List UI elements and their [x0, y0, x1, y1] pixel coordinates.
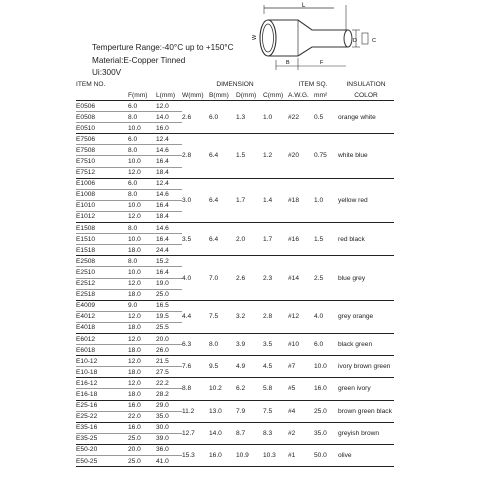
mm2-cell: 35.0 — [314, 429, 327, 437]
item-no-cell: E10-12 — [76, 357, 98, 365]
table-row — [76, 134, 394, 145]
mm2-cell: 2.5 — [314, 274, 324, 282]
awg-cell: #20 — [288, 152, 300, 160]
l-cell: 15.2 — [156, 257, 169, 265]
dim-label-c: C — [372, 38, 376, 44]
mm2-cell: 6.0 — [314, 341, 324, 349]
c-cell: 2.8 — [263, 313, 273, 321]
l-cell: 16.4 — [156, 158, 169, 166]
dim-label-f: F — [320, 60, 324, 66]
f-cell: 12.0 — [128, 280, 141, 288]
color-cell: orange white — [338, 113, 376, 121]
mm2-cell: 4.0 — [314, 313, 324, 321]
w-cell: 4.4 — [182, 313, 192, 321]
header-mm2: mm² — [314, 91, 328, 99]
f-cell: 10.0 — [128, 235, 141, 243]
c-cell: 2.3 — [263, 274, 273, 282]
header-w: W(mm) — [182, 91, 204, 99]
c-cell: 4.5 — [263, 363, 273, 371]
f-cell: 8.0 — [128, 257, 138, 265]
item-no-cell: E16-18 — [76, 390, 98, 398]
color-cell: blue grey — [338, 274, 366, 282]
w-cell: 6.3 — [182, 341, 192, 349]
b-cell: 14.0 — [209, 429, 222, 437]
table-row — [76, 400, 394, 411]
dim-label-w: W — [252, 34, 258, 40]
d-cell: 4.9 — [236, 363, 246, 371]
c-cell: 10.3 — [263, 452, 276, 459]
d-cell: 1.3 — [236, 113, 246, 121]
mm2-cell: 10.0 — [314, 363, 327, 371]
l-cell: 12.4 — [156, 180, 169, 188]
l-cell: 26.0 — [156, 346, 169, 354]
b-cell: 9.5 — [209, 363, 219, 371]
d-cell: 10.9 — [236, 452, 249, 459]
awg-cell: #12 — [288, 313, 300, 321]
c-cell: 5.8 — [263, 385, 273, 393]
item-no-cell: E7512 — [76, 169, 96, 177]
table-row — [76, 378, 394, 389]
l-cell: 39.0 — [156, 435, 169, 443]
l-cell: 35.0 — [156, 413, 169, 421]
voltage-rating: Ui:300V — [92, 68, 122, 77]
mm2-cell: 1.5 — [314, 235, 324, 243]
l-cell: 28.2 — [156, 390, 169, 398]
f-cell: 9.0 — [128, 302, 138, 310]
l-cell: 18.4 — [156, 169, 169, 177]
color-cell: yellow red — [338, 196, 368, 204]
awg-cell: #14 — [288, 274, 300, 282]
color-cell: olive — [338, 452, 352, 459]
item-no-cell: E0510 — [76, 124, 96, 132]
w-cell: 8.8 — [182, 385, 192, 393]
l-cell: 20.0 — [156, 335, 169, 343]
l-cell: 19.5 — [156, 313, 169, 321]
color-cell: greyish brown — [338, 429, 380, 437]
f-cell: 10.0 — [128, 202, 141, 210]
f-cell: 12.0 — [128, 213, 141, 221]
w-cell: 11.2 — [182, 407, 195, 415]
l-cell: 24.4 — [156, 246, 169, 254]
f-cell: 12.0 — [128, 357, 141, 365]
item-no-cell: E1518 — [76, 246, 96, 254]
l-cell: 14.0 — [156, 113, 169, 121]
f-cell: 6.0 — [128, 102, 138, 110]
item-no-cell: E1508 — [76, 224, 96, 232]
awg-cell: #4 — [288, 407, 296, 415]
color-cell: green ivory — [338, 385, 371, 393]
l-cell: 25.5 — [156, 324, 169, 332]
b-cell: 13.0 — [209, 407, 222, 415]
header-color: COLOR — [354, 91, 378, 99]
d-cell: 1.5 — [236, 152, 246, 160]
mm2-cell: 1.0 — [314, 196, 324, 204]
f-cell: 16.0 — [128, 402, 141, 410]
awg-cell: #16 — [288, 235, 300, 243]
l-cell: 14.6 — [156, 191, 169, 199]
l-cell: 12.0 — [156, 102, 169, 110]
item-no-cell: E35-16 — [76, 424, 98, 432]
f-cell: 8.0 — [128, 224, 138, 232]
l-cell: 18.4 — [156, 213, 169, 221]
f-cell: 25.0 — [128, 435, 141, 443]
item-no-cell: E4012 — [76, 313, 96, 321]
item-no-cell: E7510 — [76, 158, 96, 166]
f-cell: 10.0 — [128, 124, 141, 132]
d-cell: 2.0 — [236, 235, 246, 243]
b-cell: 6.4 — [209, 196, 219, 204]
d-cell: 7.9 — [236, 407, 246, 415]
dim-label-d: D — [353, 38, 357, 44]
mm2-cell: 0.5 — [314, 113, 324, 121]
header-awg: A.W.G. — [288, 91, 309, 99]
table-row — [76, 223, 394, 234]
header-f: F(mm) — [128, 91, 148, 99]
item-no-cell: E1010 — [76, 202, 96, 210]
f-cell: 20.0 — [128, 446, 141, 454]
mm2-cell: 16.0 — [314, 385, 327, 393]
b-cell: 6.4 — [209, 152, 219, 160]
table-row — [76, 256, 394, 267]
awg-cell: #7 — [288, 363, 296, 371]
d-cell: 3.2 — [236, 313, 246, 321]
f-cell: 18.0 — [128, 368, 141, 376]
w-cell: 2.6 — [182, 113, 192, 121]
color-cell: black green — [338, 341, 373, 349]
header-insulation: INSULATION — [346, 80, 386, 88]
item-no-cell: E25-22 — [76, 413, 98, 421]
l-cell: 19.0 — [156, 280, 169, 288]
awg-cell: #18 — [288, 196, 300, 204]
f-cell: 8.0 — [128, 113, 138, 121]
table-row — [76, 101, 394, 112]
material: Material:E-Copper Tinned — [92, 55, 186, 65]
table-row — [76, 178, 394, 189]
mm2-cell: 0.75 — [314, 152, 327, 160]
l-cell: 25.0 — [156, 291, 169, 299]
color-cell: brown green black — [338, 407, 392, 415]
w-cell: 2.8 — [182, 152, 192, 160]
item-no-cell: E2508 — [76, 257, 96, 265]
f-cell: 22.0 — [128, 413, 141, 421]
f-cell: 8.0 — [128, 146, 138, 154]
f-cell: 18.0 — [128, 390, 141, 398]
item-no-cell: E10-18 — [76, 368, 98, 376]
ferrule-spec-table — [76, 78, 394, 467]
w-cell: 3.0 — [182, 196, 192, 204]
item-no-cell: E0506 — [76, 102, 96, 110]
item-no-cell: E2518 — [76, 291, 96, 299]
l-cell: 16.4 — [156, 235, 169, 243]
item-no-cell: E4018 — [76, 324, 96, 332]
item-no-cell: E1510 — [76, 235, 96, 243]
f-cell: 6.0 — [128, 180, 138, 188]
l-cell: 16.4 — [156, 202, 169, 210]
c-cell: 8.3 — [263, 429, 273, 437]
c-cell: 1.7 — [263, 235, 273, 243]
c-cell: 7.5 — [263, 407, 273, 415]
c-cell: 3.5 — [263, 341, 273, 349]
l-cell: 27.5 — [156, 368, 169, 376]
spec-block — [92, 42, 234, 80]
d-cell: 8.7 — [236, 429, 246, 437]
l-cell: 16.5 — [156, 302, 169, 310]
w-cell: 3.5 — [182, 235, 192, 243]
b-cell: 6.4 — [209, 235, 219, 243]
table-row — [76, 356, 394, 367]
f-cell: 25.0 — [128, 457, 141, 465]
item-no-cell: E1012 — [76, 213, 96, 221]
c-cell: 1.2 — [263, 152, 273, 160]
l-cell: 16.0 — [156, 124, 169, 132]
b-cell: 7.5 — [209, 313, 219, 321]
color-cell: white blue — [338, 152, 368, 160]
l-cell: 21.5 — [156, 357, 169, 365]
table-row — [76, 300, 394, 311]
d-cell: 1.7 — [236, 196, 246, 204]
header-item-sq: ITEM SQ. — [298, 80, 328, 88]
w-cell: 7.6 — [182, 363, 192, 371]
f-cell: 10.0 — [128, 268, 141, 276]
item-no-cell: E35-25 — [76, 435, 98, 443]
table-row — [76, 444, 394, 455]
item-no-cell: E2510 — [76, 268, 96, 276]
f-cell: 18.0 — [128, 291, 141, 299]
l-cell: 29.0 — [156, 402, 169, 410]
f-cell: 12.0 — [128, 379, 141, 387]
f-cell: 6.0 — [128, 135, 138, 143]
table-row — [76, 422, 394, 433]
header-item-no: ITEM NO. — [76, 80, 106, 88]
header-b: B(mm) — [209, 91, 229, 99]
table-row — [76, 333, 394, 344]
f-cell: 18.0 — [128, 346, 141, 354]
l-cell: 36.0 — [156, 446, 169, 454]
b-cell: 16.0 — [209, 452, 222, 459]
d-cell: 3.9 — [236, 341, 246, 349]
b-cell: 6.0 — [209, 113, 219, 121]
temperature-range: Temperture Range:-40°C up to +150°C — [92, 43, 234, 52]
awg-cell: #2 — [288, 429, 296, 437]
l-cell: 22.2 — [156, 379, 169, 387]
w-cell: 15.3 — [182, 452, 195, 459]
header-dimension: DIMENSION — [216, 80, 254, 88]
f-cell: 10.0 — [128, 158, 141, 166]
mm2-cell: 25.0 — [314, 407, 327, 415]
awg-cell: #1 — [288, 452, 296, 459]
f-cell: 18.0 — [128, 324, 141, 332]
dim-label-l: L — [302, 3, 306, 9]
item-no-cell: E1006 — [76, 180, 96, 188]
w-cell: 4.0 — [182, 274, 192, 282]
f-cell: 12.0 — [128, 313, 141, 321]
f-cell: 18.0 — [128, 246, 141, 254]
collar-body — [268, 20, 348, 56]
l-cell: 14.6 — [156, 224, 169, 232]
f-cell: 16.0 — [128, 424, 141, 432]
item-no-cell: E16-12 — [76, 379, 98, 387]
f-cell: 8.0 — [128, 191, 138, 199]
d-cell: 6.2 — [236, 385, 246, 393]
w-cell: 12.7 — [182, 429, 195, 437]
item-no-cell: E2512 — [76, 280, 96, 288]
header-l: L(mm) — [156, 91, 176, 99]
item-no-cell: E6018 — [76, 346, 96, 354]
color-cell: ivory brown green — [338, 363, 391, 371]
b-cell: 7.0 — [209, 274, 219, 282]
item-no-cell: E0508 — [76, 113, 96, 121]
l-cell: 16.4 — [156, 268, 169, 276]
item-no-cell: E50-20 — [76, 446, 98, 454]
f-cell: 12.0 — [128, 335, 141, 343]
b-cell: 8.0 — [209, 341, 219, 349]
item-no-cell: E4009 — [76, 302, 96, 310]
awg-cell: #10 — [288, 341, 300, 349]
header-c: C(mm) — [263, 91, 284, 99]
awg-cell: #22 — [288, 113, 300, 121]
c-cell: 1.0 — [263, 113, 273, 121]
l-cell: 41.0 — [156, 457, 169, 465]
l-cell: 14.6 — [156, 146, 169, 154]
item-no-cell: E6012 — [76, 335, 96, 343]
color-cell: grey orange — [338, 313, 374, 321]
c-cell: 1.4 — [263, 196, 273, 204]
tube-end — [344, 30, 352, 47]
d-cell: 2.6 — [236, 274, 246, 282]
b-cell: 10.2 — [209, 385, 222, 393]
awg-cell: #5 — [288, 385, 296, 393]
table-body — [76, 101, 394, 467]
mm2-cell: 50.0 — [314, 452, 327, 459]
dim-label-b: B — [286, 60, 290, 66]
item-no-cell: E7506 — [76, 135, 96, 143]
ferrule-diagram — [236, 2, 386, 72]
item-no-cell: E1008 — [76, 191, 96, 199]
l-cell: 12.4 — [156, 135, 169, 143]
item-no-cell: E50-25 — [76, 457, 98, 465]
color-cell: red black — [338, 235, 365, 243]
header-d: D(mm) — [236, 91, 257, 99]
f-cell: 12.0 — [128, 169, 141, 177]
l-cell: 30.0 — [156, 424, 169, 432]
item-no-cell: E25-16 — [76, 402, 98, 410]
item-no-cell: E7508 — [76, 146, 96, 154]
